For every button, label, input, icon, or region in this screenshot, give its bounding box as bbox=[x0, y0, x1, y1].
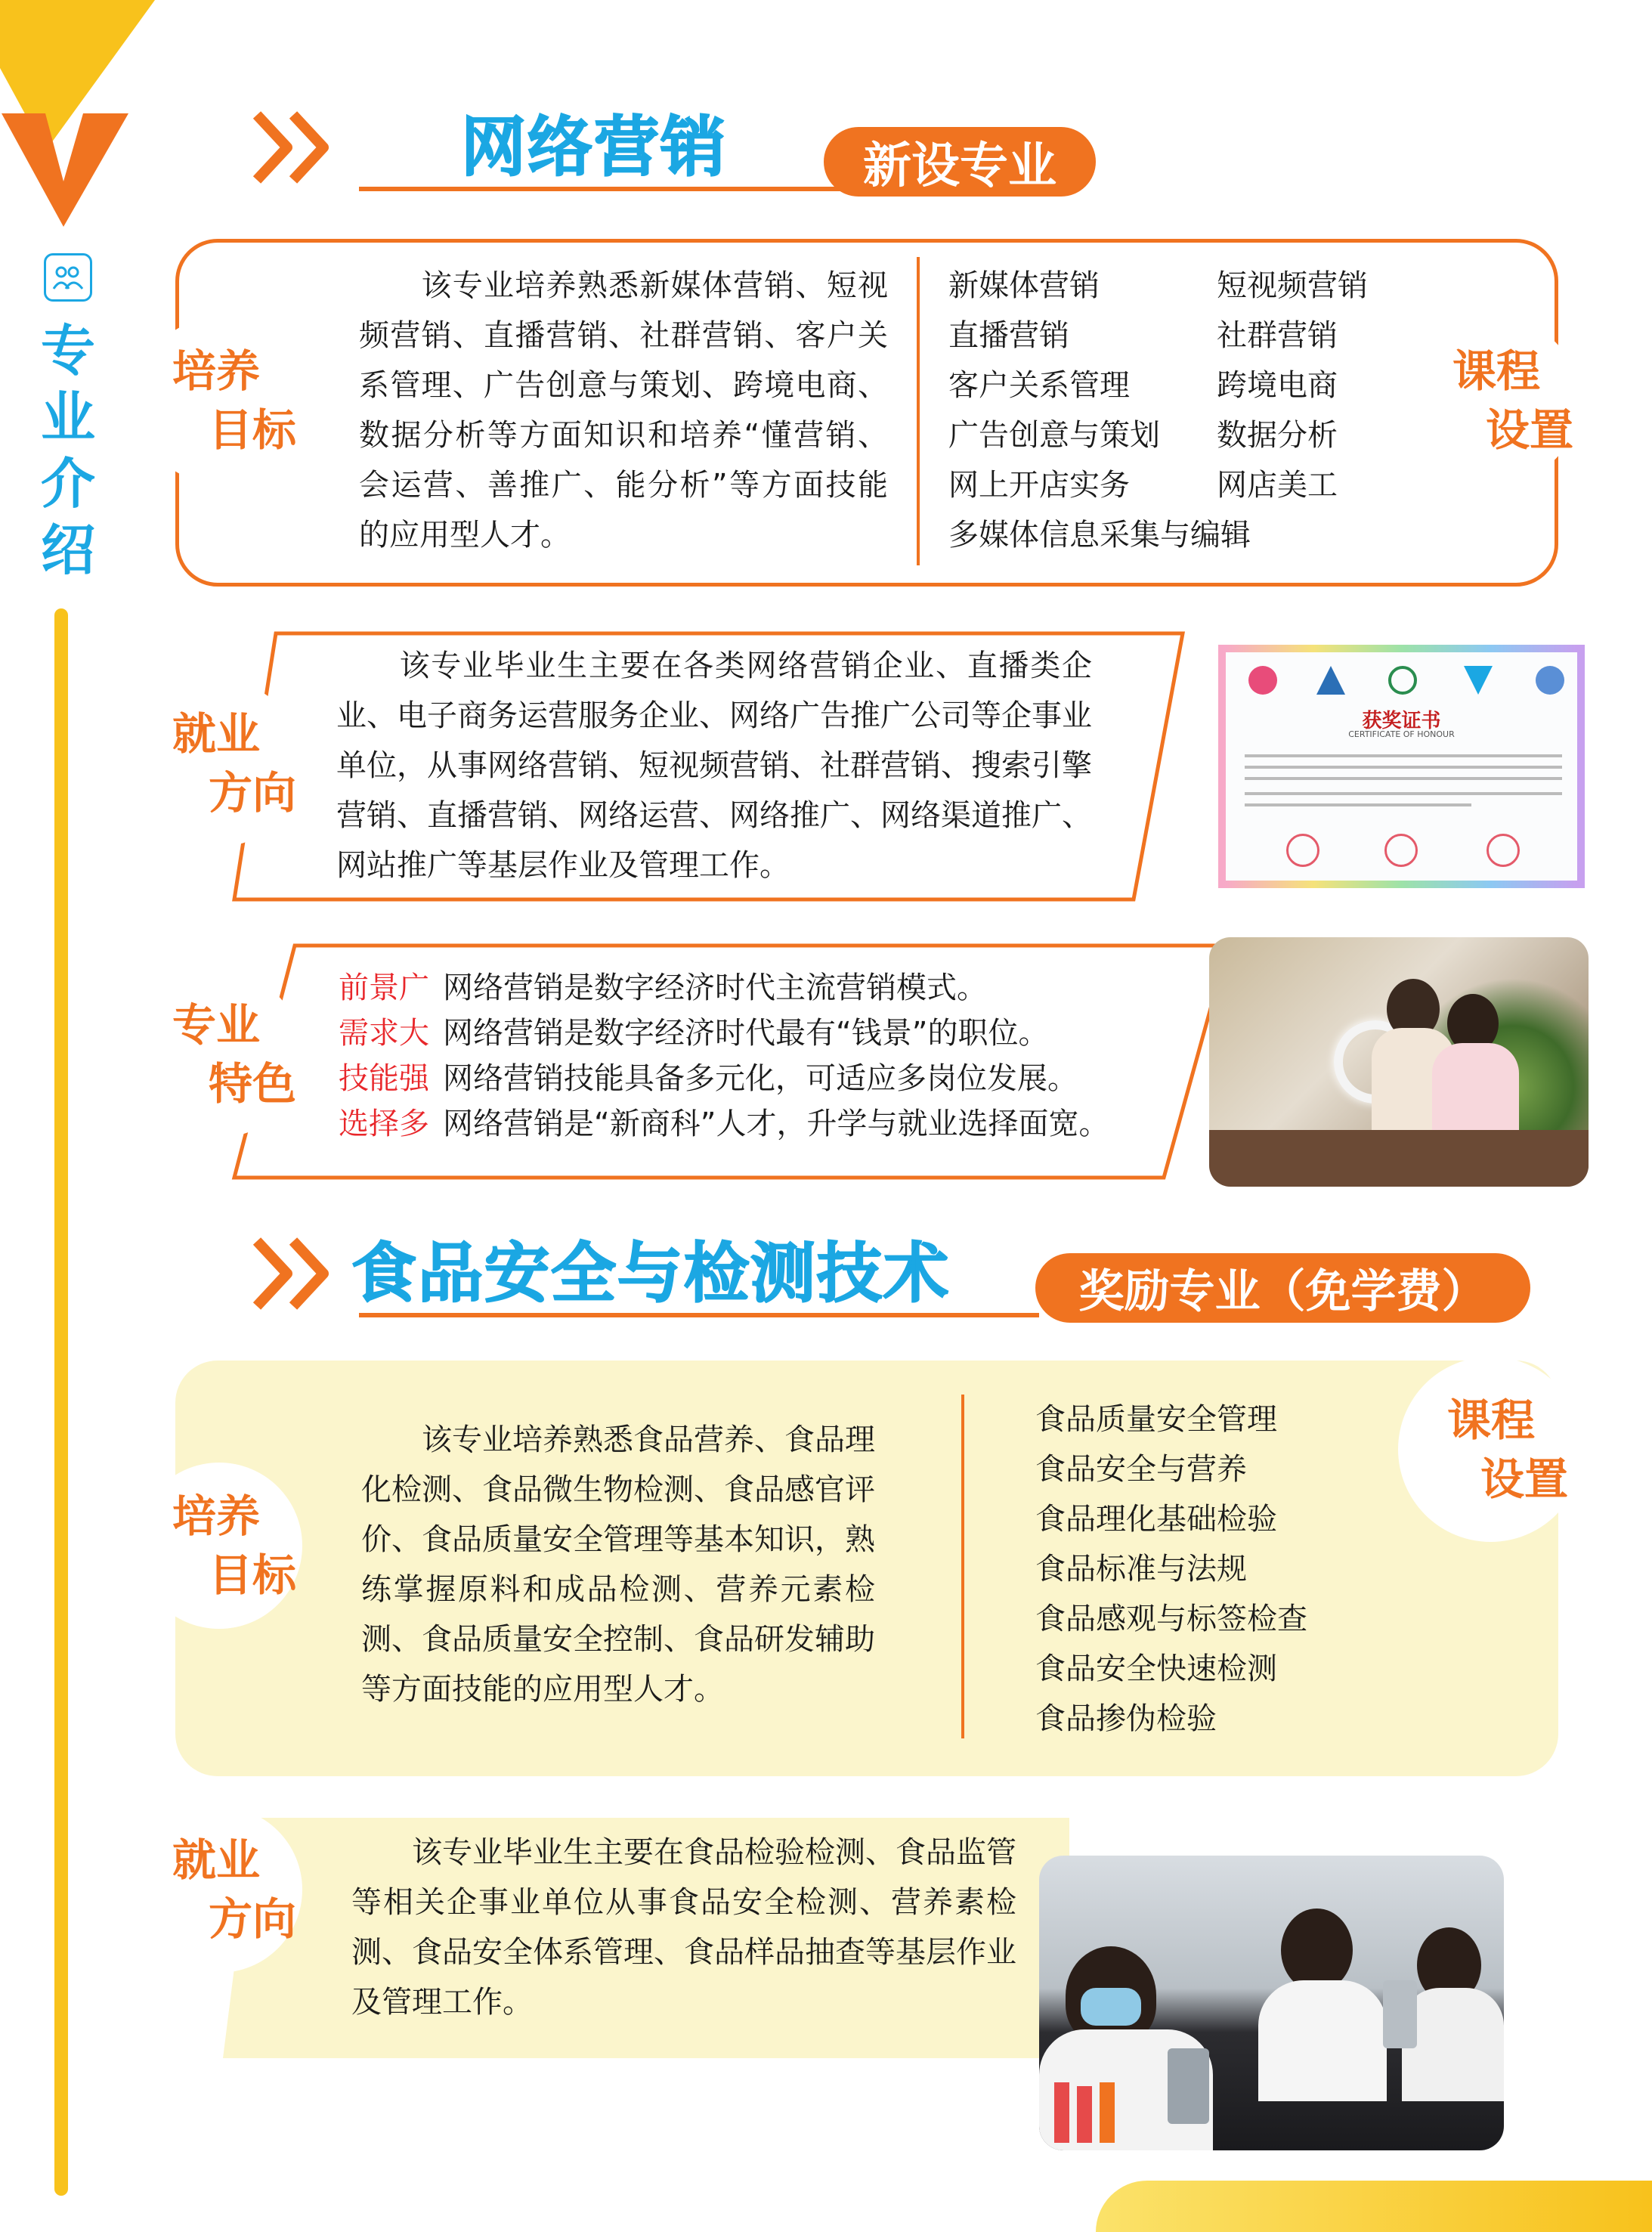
cert-logo-2 bbox=[1316, 666, 1345, 695]
cert-line bbox=[1245, 754, 1562, 757]
person bbox=[1432, 1043, 1519, 1141]
s1-goal-text: 该专业培养熟悉新媒体营销、短视频营销、直播营销、社群营销、客户关系管理、广告创意与策划、跨境电商、数据分析等方面知识和培养“懂营销、会运营、善推广、能分析”等方面技能的应用型人才。 bbox=[359, 268, 888, 553]
s1-feature-label: 专业 特色 bbox=[136, 971, 302, 1138]
test-tube bbox=[1054, 2082, 1069, 2143]
test-tube bbox=[1077, 2086, 1092, 2143]
s1-course-last: 多媒体信息采集与编辑 bbox=[948, 518, 1251, 553]
cert-logo-5 bbox=[1536, 666, 1564, 695]
cert-logo-1 bbox=[1248, 666, 1277, 695]
cert-title: 获奖证书 bbox=[1362, 710, 1441, 732]
s2-job-text: 该专业毕业生主要在食品检验检测、食品监管等相关企事业单位从事食品安全检测、营养素检测、食品安全体系管理、食品样品抽查等基层作业及管理工作。 bbox=[351, 1835, 1016, 2020]
s1-title: 网络营销 bbox=[461, 110, 727, 185]
cert-line bbox=[1245, 803, 1471, 806]
users-icon bbox=[44, 253, 92, 302]
cert-seal bbox=[1286, 834, 1319, 867]
s2-goal-label: 培养 目标 bbox=[136, 1463, 302, 1629]
lab-coat bbox=[1402, 1988, 1504, 2101]
s2-goal-text: 该专业培养熟悉食品营养、食品理化检测、食品微生物检测、食品感官评价、食品质量安全管理等基本知识，熟练掌握原料和成品检测、营养元素检测、食品质量安全控制、食品研发辅助等方面技能的应用型人才。 bbox=[361, 1422, 875, 1707]
beaker bbox=[1383, 1980, 1417, 2048]
s1-badge: 新设专业 bbox=[824, 127, 1096, 197]
test-tube bbox=[1100, 2082, 1115, 2143]
feature-row: 技能强 网络营销技能具备多元化，可适应多岗位发展。 bbox=[339, 1061, 1078, 1096]
table bbox=[1209, 1130, 1589, 1187]
cert-subtitle: CERTIFICATE OF HONOUR bbox=[1348, 729, 1455, 739]
mask bbox=[1081, 1988, 1141, 2026]
corner-bar bbox=[1096, 2181, 1652, 2232]
sidebar-title: 专 业 介 绍 bbox=[40, 319, 95, 582]
s1-title-underline bbox=[359, 187, 873, 191]
person bbox=[1281, 1908, 1353, 1992]
beaker bbox=[1168, 2048, 1209, 2124]
s2-job-label: 就业 方向 bbox=[136, 1806, 302, 1973]
cert-logo-3 bbox=[1388, 666, 1417, 695]
cert-line bbox=[1245, 766, 1562, 769]
lab-photo bbox=[1039, 1856, 1504, 2150]
lab-coat bbox=[1258, 1980, 1387, 2101]
s2-title: 食品安全与检测技术 bbox=[351, 1236, 950, 1311]
s2-title-underline bbox=[359, 1313, 1039, 1317]
s2-divider bbox=[961, 1395, 964, 1738]
feature-row: 前景广 网络营销是数字经济时代主流营销模式。 bbox=[339, 971, 987, 1005]
s1-feature-list bbox=[339, 965, 1109, 1147]
s1-job-label: 就业 方向 bbox=[136, 680, 302, 847]
corner-chevron bbox=[0, 0, 166, 234]
s2-badge: 奖励专业（免学费） bbox=[1035, 1253, 1530, 1323]
cert-seal bbox=[1486, 834, 1520, 867]
cert-line bbox=[1245, 777, 1562, 780]
s1-courses-col2: 短视频营销 社群营销 跨境电商 数据分析 网店美工 bbox=[1217, 268, 1368, 503]
sidebar-bar bbox=[54, 608, 68, 2196]
cert-seal bbox=[1384, 834, 1418, 867]
feature-row: 需求大 网络营销是数字经济时代最有“钱景”的职位。 bbox=[339, 1016, 1049, 1051]
double-chevron-icon bbox=[249, 106, 340, 189]
s1-courses-col1: 新媒体营销 直播营销 客户关系管理 广告创意与策划 网上开店实务 bbox=[948, 268, 1160, 503]
double-chevron-icon bbox=[249, 1232, 340, 1315]
s1-goal-label: 培养 目标 bbox=[136, 317, 302, 484]
s1-course-label: 课程 设置 bbox=[1413, 317, 1579, 484]
certificate-image bbox=[1218, 645, 1585, 888]
cert-line bbox=[1245, 792, 1562, 795]
livestream-photo bbox=[1209, 937, 1589, 1187]
s2-course-label: 课程 设置 bbox=[1398, 1357, 1583, 1542]
cert-logo-4 bbox=[1464, 666, 1493, 695]
s2-courses: 食品质量安全管理 食品安全与营养 食品理化基础检验 食品标准与法规 食品感观与标签检查 食品安全快速检测 食品掺伪检验 bbox=[1035, 1402, 1307, 1736]
s1-divider bbox=[917, 257, 920, 565]
s1-job-text: 该专业毕业生主要在各类网络营销企业、直播类企业、电子商务运营服务企业、网络广告推广公司等企事业单位，从事网络营销、短视频营销、社群营销、搜索引擎营销、直播营销、网络运营、网络推广、网络渠道推广、网站推广等基层作业及管理工作。 bbox=[336, 649, 1092, 883]
feature-row: 选择多 网络营销是“新商科”人才，升学与就业选择面宽。 bbox=[339, 1107, 1109, 1141]
